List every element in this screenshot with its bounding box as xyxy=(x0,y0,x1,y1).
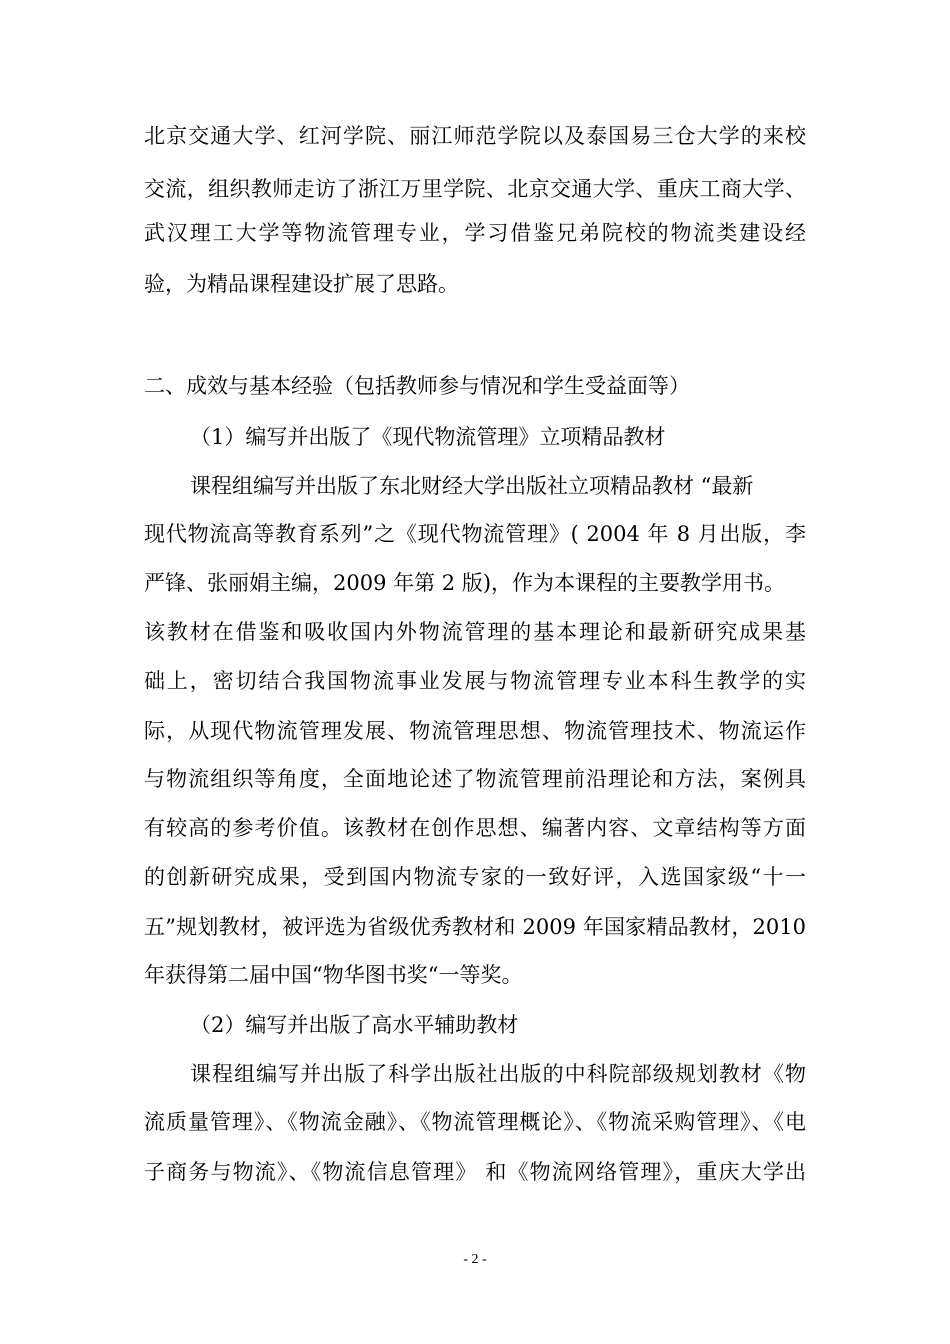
paragraph2-line-7: 与物流组织等角度，全面地论述了物流管理前沿理论和方法，案例具 xyxy=(144,767,806,791)
paragraph2-line-11: 年获得第二届中国“物华图书奖“一等奖。 xyxy=(144,963,523,987)
paragraph1-line-3: 武汉理工大学等物流管理专业，学习借鉴兄弟院校的物流类建设经 xyxy=(144,221,806,245)
paragraph1-line-2: 交流，组织教师走访了浙江万里学院、北京交通大学、重庆工商大学、 xyxy=(144,177,806,201)
paragraph2-line-1: 课程组编写并出版了东北财经大学出版社立项精品教材 “最新 xyxy=(190,474,754,498)
paragraph3-line-2: 流质量管理》、《物流金融》、《物流管理概论》、《物流采购管理》、《电 xyxy=(144,1110,806,1134)
paragraph2-line-6: 际，从现代物流管理发展、物流管理思想、物流管理技术、物流运作 xyxy=(144,719,806,743)
subsection2-heading: （2）编写并出版了高水平辅助教材 xyxy=(190,1013,519,1037)
paragraph2-line-3: 严锋、张丽娟主编，2009 年第 2 版)，作为本课程的主要教学用书。 xyxy=(144,571,786,595)
paragraph1-line-4: 验，为精品课程建设扩展了思路。 xyxy=(144,272,459,296)
paragraph3-line-3: 子商务与物流》、《物流信息管理》 和《物流网络管理》，重庆大学出 xyxy=(144,1160,806,1184)
subsection1-heading: （1）编写并出版了《现代物流管理》立项精品教材 xyxy=(190,425,666,449)
section2-heading: 二、成效与基本经验（包括教师参与情况和学生受益面等） xyxy=(144,374,690,398)
paragraph2-line-2: 现代物流高等教育系列”之《现代物流管理》( 2004 年 8 月出版，李 xyxy=(144,522,806,546)
page-number: - 2 - xyxy=(463,1252,487,1267)
paragraph1-line-1: 北京交通大学、红河学院、丽江师范学院以及泰国易三仓大学的来校 xyxy=(144,124,806,148)
paragraph2-line-5: 础上，密切结合我国物流事业发展与物流管理专业本科生教学的实 xyxy=(144,669,806,693)
paragraph3-line-1: 课程组编写并出版了科学出版社出版的中科院部级规划教材《物 xyxy=(190,1062,806,1086)
paragraph2-line-9: 的创新研究成果，受到国内物流专家的一致好评，入选国家级“十一 xyxy=(144,865,806,889)
paragraph2-line-10: 五”规划教材，被评选为省级优秀教材和 2009 年国家精品教材，2010 xyxy=(144,915,806,939)
paragraph2-line-4: 该教材在借鉴和吸收国内外物流管理的基本理论和最新研究成果基 xyxy=(144,620,806,644)
paragraph2-line-8: 有较高的参考价值。该教材在创作思想、编著内容、文章结构等方面 xyxy=(144,816,806,840)
